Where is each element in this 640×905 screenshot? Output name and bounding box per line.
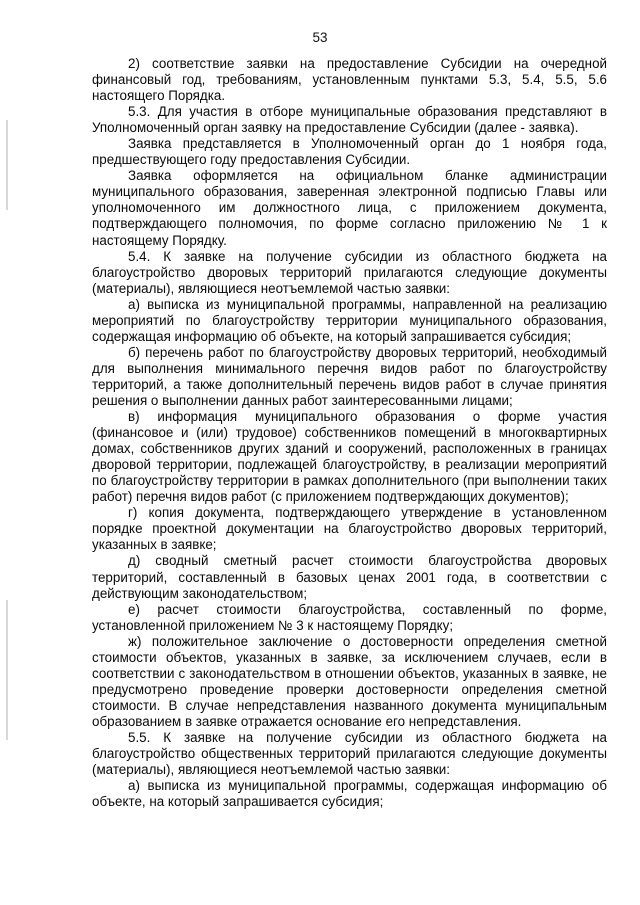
scan-edge-mark bbox=[6, 120, 8, 210]
paragraph-form: Заявка оформляется на официальном бланке администрации муниципального образования, заверенная электронной подписью Главы или уполномоченного им должностного лица, с приложением документа, подтверждающего полномочия, по форме согласно приложению № 1 к настоящему Порядку. bbox=[92, 168, 607, 248]
paragraph-5-4-v: в) информация муниципального образования о форме участия (финансовое и (или) трудовое) собственников помещений в многоквартирных домах, собственников других зданий и сооружений, расположенных в границах дворовой территории, подлежащей благоустройству, в реализации мероприятий по благоустройству территории в рамках дополнительного (при выполнении таких работ) перечня видов работ (с приложением подтверждающих документов); bbox=[92, 409, 607, 505]
paragraph-5-4-b: б) перечень работ по благоустройству дворовых территорий, необходимый для выполнения минимального перечня видов работ по благоустройству территорий, а также дополнительный перечень видов работ в случае принятия решения о выполнении данных работ заинтересованными лицами; bbox=[92, 344, 607, 408]
paragraph-5-5: 5.5. К заявке на получение субсидии из областного бюджета на благоустройство общественных территорий прилагаются следующие документы (материалы), являющиеся неотъемлемой частью заявки: bbox=[92, 729, 607, 778]
scan-edge-mark bbox=[6, 600, 8, 740]
paragraph-5-3: 5.3. Для участия в отборе муниципальные образования представляют в Уполномоченный орган заявку на предоставление Субсидии (далее - заявка). bbox=[92, 104, 607, 136]
paragraph-5-4-a: а) выписка из муниципальной программы, направленной на реализацию мероприятий по благоустройству территории муниципального образования, содержащая информацию об объекте, на который запрашивается субсидия; bbox=[92, 296, 607, 344]
paragraph-5-5-a: а) выписка из муниципальной программы, содержащая информацию об объекте, на который запрашивается субсидия; bbox=[92, 778, 607, 810]
paragraph-item-2: 2) соответствие заявки на предоставление Субсидии на очередной финансовый год, требованиям, установленным пунктами 5.3, 5.4, 5.5, 5.6 настоящего Порядка. bbox=[92, 56, 607, 104]
paragraph-5-4-e: е) расчет стоимости благоустройства, составленный по форме, установленной приложением № 3 к настоящему Порядку; bbox=[92, 601, 607, 633]
paragraph-5-4-d: д) сводный сметный расчет стоимости благоустройства дворовых территорий, составленный в базовых ценах 2001 года, в соответствии с действующим законодательством; bbox=[92, 553, 607, 601]
paragraph-5-4: 5.4. К заявке на получение субсидии из областного бюджета на благоустройство дворовых территорий прилагаются следующие документы (материалы), являющиеся неотъемлемой частью заявки: bbox=[92, 248, 607, 296]
document-body bbox=[92, 56, 607, 810]
paragraph-deadline: Заявка представляется в Уполномоченный орган до 1 ноября года, предшествующего году предоставления Субсидии. bbox=[92, 136, 607, 168]
paragraph-5-4-g: г) копия документа, подтверждающего утверждение в установленном порядке проектной документации на благоустройство дворовых территорий, указанных в заявке; bbox=[92, 505, 607, 553]
paragraph-5-4-zh: ж) положительное заключение о достоверности определения сметной стоимости объектов, указанных в заявке, за исключением случаев, если в соответствии с законодательством в отношении объектов, указанных в заявке, не предусмотрено проведение проверки достоверности определения сметной стоимости. В случае непредставления названного документа муниципальным образованием в заявке отражается основание его непредставления. bbox=[92, 633, 607, 729]
page-number: 53 bbox=[312, 30, 328, 45]
